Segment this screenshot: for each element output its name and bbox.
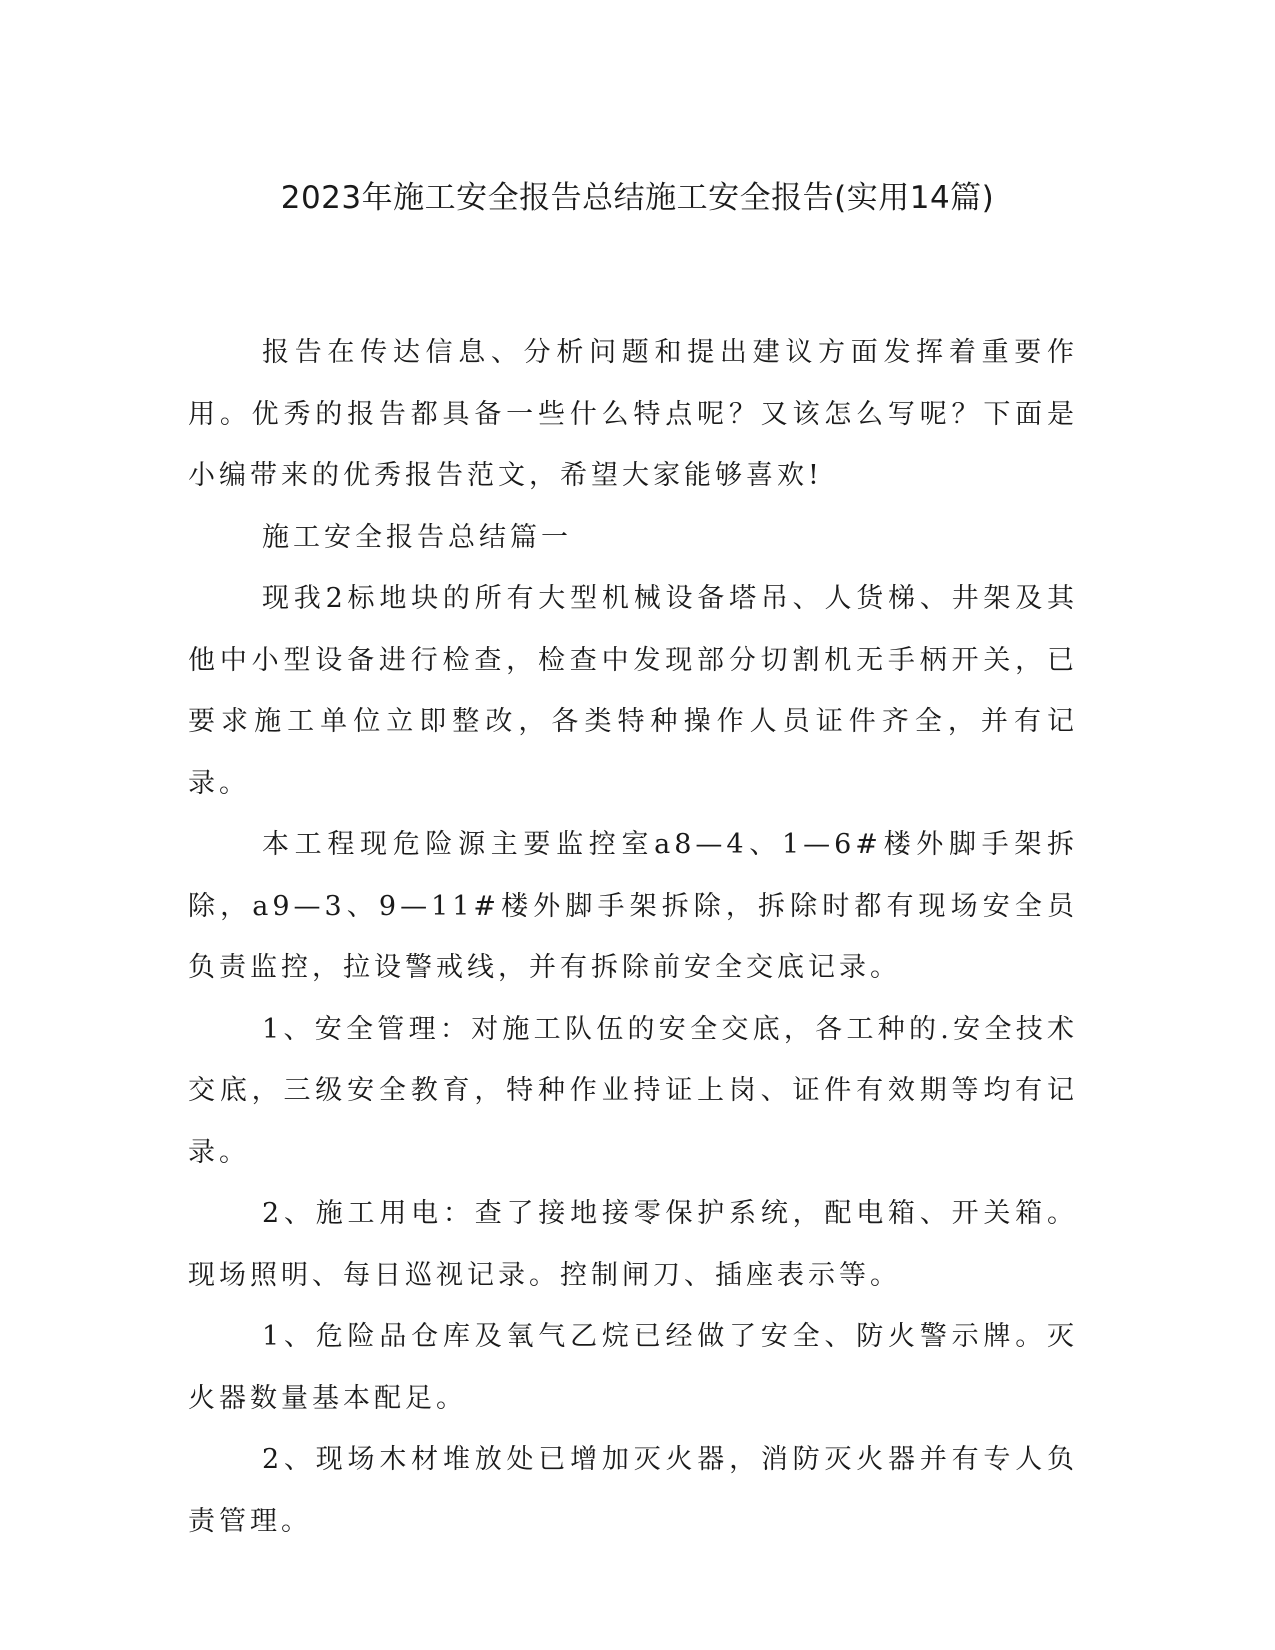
paragraph-equipment-inspection: 现我2标地块的所有大型机械设备塔吊、人货梯、井架及其他中小型设备进行检查，检查中发现部分切割机无手柄开关，已要求施工单位立即整改，各类特种操作人员证件齐全，并有记录。: [188, 583, 1078, 799]
paragraph-construction-power: 2、施工用电：查了接地接零保护系统，配电箱、开关箱。现场照明、每日巡视记录。控制闸刀、插座表示等。: [188, 1198, 1078, 1291]
section-heading: 施工安全报告总结篇一: [262, 521, 572, 553]
document-body: [188, 322, 1078, 1552]
paragraph-fire-extinguishers: 2、现场木材堆放处已增加灭火器，消防灭火器并有专人负责管理。: [188, 1444, 1078, 1537]
paragraph-intro: 报告在传达信息、分析问题和提出建议方面发挥着重要作用。优秀的报告都具备一些什么特点呢？又该怎么写呢？下面是小编带来的优秀报告范文，希望大家能够喜欢!: [188, 337, 1078, 491]
paragraph-hazmat-warehouse: 1、危险品仓库及氧气乙烷已经做了安全、防火警示牌。灭火器数量基本配足。: [188, 1321, 1078, 1414]
paragraph-hazard-monitoring: 本工程现危险源主要监控室a8—4、1—6#楼外脚手架拆除，a9—3、9—11#楼外脚手架拆除，拆除时都有现场安全员负责监控，拉设警戒线，并有拆除前安全交底记录。: [188, 829, 1078, 983]
paragraph-safety-management: 1、安全管理：对施工队伍的安全交底，各工种的.安全技术交底，三级安全教育，特种作业持证上岗、证件有效期等均有记录。: [188, 1013, 1078, 1168]
document-title: 2023年施工安全报告总结施工安全报告(实用14篇): [280, 180, 995, 216]
